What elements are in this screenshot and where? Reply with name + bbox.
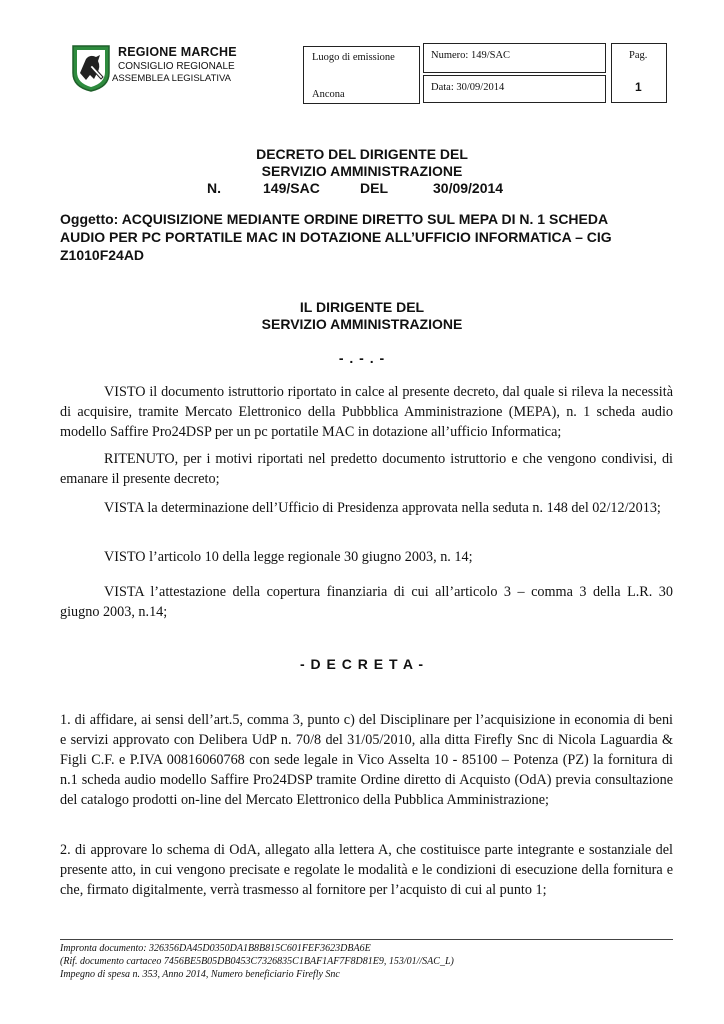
subject-line2: AUDIO PER PC PORTATILE MAC IN DOTAZIONE ALL’UFFICIO INFORMATICA – CIG [60, 229, 612, 245]
luogo-value: Ancona [312, 89, 345, 100]
luogo-label: Luogo di emissione [312, 52, 395, 63]
premessa-visto-documento: VISTO il documento istruttorio riportato in calce al presente decreto, dal quale si rileva la necessità di acquisire, tramite Mercato Elettronico della Pubbblica Amministrazione (MEPA), n. 1 scheda audio modello Saffire Pro24DSP per un pc portatile MAC in dotazione all’ufficio Informatica; [60, 384, 673, 440]
page-number: 1 [635, 80, 642, 94]
numero-value: Numero: 149/SAC [431, 50, 511, 61]
regione-marche-logo [70, 43, 112, 93]
footer-impegno: Impegno di spesa n. 353, Anno 2014, Numero beneficiario Firefly Snc [60, 969, 340, 980]
decree-title-line1: DECRETO DEL DIRIGENTE DEL [256, 146, 468, 162]
decree-number: 149/SAC [263, 180, 320, 196]
decree-del-label: DEL [360, 180, 388, 196]
decree-number-label: N. [207, 180, 221, 196]
org-subtitle: CONSIGLIO REGIONALE [118, 61, 235, 72]
org-assembly: ASSEMBLEA LEGISLATIVA [112, 73, 231, 84]
numero-box [423, 43, 606, 73]
premessa-vista-attestazione: VISTA l’attestazione della copertura finanziaria di cui all’articolo 3 – comma 3 della L.R. 30 giugno 2003, n.14; [60, 584, 673, 620]
premessa-ritenuto: RITENUTO, per i motivi riportati nel predetto documento istruttorio e che vengono condivisi, di emanare il presente decreto; [60, 451, 673, 487]
subject-line3: Z1010F24AD [60, 247, 145, 263]
decree-date: 30/09/2014 [433, 180, 504, 196]
data-box [423, 75, 606, 103]
decree-point-1: 1. di affidare, ai sensi dell’art.5, comma 3, punto c) del Disciplinare per l’acquisizione in economia di beni e servizi approvato con Delibera UdP n. 70/8 del 31/05/2010, alla ditta Firefly Snc di Nicola Laguardia & Figli C.F. e P.IVA 00816060768 con sede legale in Vico Asselta 10 - 85100 – Potenza (PZ) la fornitura di n.1 scheda audio modello Saffire Pro24DSP tramite Ordine diretto di Acquisto (OdA) previa consultazione del catalogo prodotti on-line del Mercato Elettronico della Pubblica Amministrazione; [60, 712, 673, 808]
data-value: Data: 30/09/2014 [431, 82, 505, 93]
footer-impronta: Impronta documento: 326356DA45D0350DA1B8B815C601FEF3623DBA6E [60, 943, 371, 954]
page-box [611, 43, 667, 103]
luogo-box [303, 46, 420, 104]
decree-point-2: 2. di approvare lo schema di OdA, allegato alla lettera A, che costituisce parte integrante e sostanziale del presente atto, in cui vengono precisate e regolate le modalità e le condizioni di esecuzione della fornitura e che, firmato digitalmente, verrà trasmesso al fornitore per l’acquisto di cui al punto 1; [60, 842, 673, 898]
separator: - . - . - [338, 350, 386, 366]
page-label: Pag. [629, 50, 648, 61]
footer-riferimento: (Rif. documento cartaceo 7456BE5B05DB0453C7326835C1BAF1AF7F8D81E9, 153/01//SAC_L) [60, 956, 454, 967]
dirigente-heading-line1: IL DIRIGENTE DEL [299, 299, 425, 315]
decree-title-line2: SERVIZIO AMMINISTRAZIONE [261, 163, 463, 179]
org-name: REGIONE MARCHE [118, 45, 237, 59]
dirigente-heading-line2: SERVIZIO AMMINISTRAZIONE [261, 316, 463, 332]
premessa-visto-articolo: VISTO l’articolo 10 della legge regionale 30 giugno 2003, n. 14; [104, 549, 473, 565]
premessa-vista-determinazione: VISTA la determinazione dell’Ufficio di Presidenza approvata nella seduta n. 148 del 02/12/2013; [104, 500, 661, 516]
decreta-heading: - D E C R E T A - [299, 656, 425, 672]
footer-divider [60, 939, 673, 940]
subject-line1: Oggetto: ACQUISIZIONE MEDIANTE ORDINE DIRETTO SUL MEPA DI N. 1 SCHEDA [60, 211, 609, 227]
